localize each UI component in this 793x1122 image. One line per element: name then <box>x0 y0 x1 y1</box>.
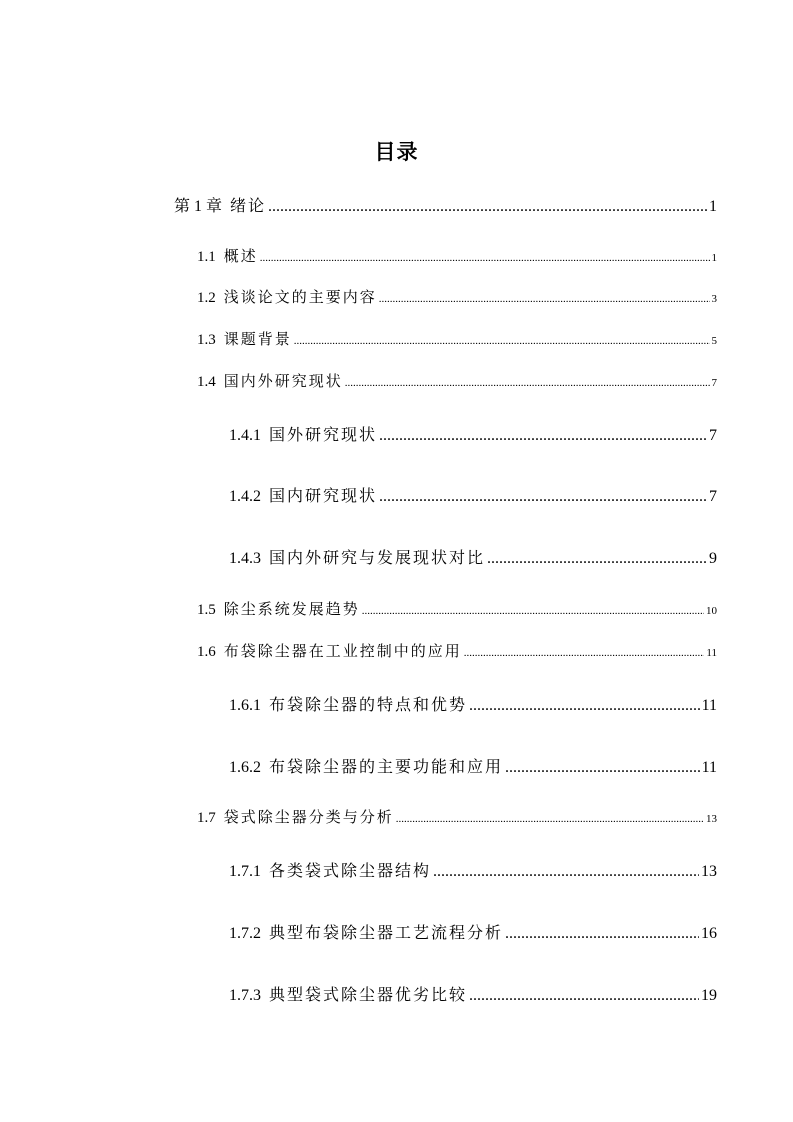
toc-entry-page: 1 <box>711 252 717 264</box>
toc-entry-page: 1 <box>709 198 717 215</box>
toc-entry-number: 1.4 <box>197 374 216 390</box>
dot-leader <box>464 647 705 659</box>
toc-entry-page: 11 <box>706 647 717 659</box>
toc-entry-1-4-1[interactable] <box>229 422 717 445</box>
dot-leader <box>345 377 710 389</box>
toc-entry-label: 国外研究现状 <box>269 427 378 444</box>
toc-entry-1-7[interactable] <box>197 806 717 827</box>
toc-entry-1-6[interactable] <box>197 640 717 661</box>
toc-entry-1-5[interactable] <box>197 598 717 619</box>
toc-entry-1-4-3[interactable] <box>229 545 717 568</box>
dot-leader <box>362 605 704 617</box>
toc-entry-label: 袋式除尘器分类与分析 <box>223 810 394 826</box>
toc-entry-label: 概述 <box>223 249 258 265</box>
toc-entry-label: 各类袋式除尘器结构 <box>269 863 432 880</box>
dot-leader <box>505 759 700 777</box>
toc-entry-page: 11 <box>701 759 717 776</box>
dot-leader <box>294 335 710 347</box>
dot-leader <box>396 813 704 825</box>
toc-entry-page: 5 <box>711 335 717 347</box>
toc-entry-number: 1.7.2 <box>229 925 261 942</box>
toc-entry-1-6-2[interactable] <box>229 754 717 777</box>
toc-entry-1-4-2[interactable] <box>229 483 717 506</box>
toc-entry-number: 1.7 <box>197 810 216 826</box>
toc-entry-number: 1.4.1 <box>229 427 261 444</box>
toc-entry-page: 13 <box>706 813 717 825</box>
dot-leader <box>379 488 707 506</box>
toc-entry-label: 典型布袋除尘器工艺流程分析 <box>269 925 504 942</box>
toc-entry-label: 课题背景 <box>223 332 292 348</box>
toc-entry-1-7-1[interactable] <box>229 858 717 881</box>
toc-entry-label: 浅谈论文的主要内容 <box>223 290 377 306</box>
toc-entry-label: 国内研究现状 <box>269 488 378 505</box>
toc-entry-page: 7 <box>709 488 717 505</box>
toc-entry-label: 布袋除尘器在工业控制中的应用 <box>223 644 462 660</box>
toc-entry-1-6-1[interactable] <box>229 692 717 715</box>
dot-leader <box>469 987 699 1005</box>
toc-entry-number: 1.6 <box>197 644 216 660</box>
dot-leader <box>433 863 699 881</box>
toc-entry-label: 布袋除尘器的主要功能和应用 <box>269 759 504 776</box>
dot-leader <box>487 550 707 568</box>
toc-entry-page: 19 <box>701 987 717 1004</box>
page-title: 目录 <box>374 140 419 164</box>
toc-entry-number: 1.7.3 <box>229 987 261 1004</box>
toc-entry-label: 国内外研究现状 <box>223 374 343 390</box>
toc-entry-1-7-3[interactable] <box>229 982 717 1005</box>
toc-entry-label: 典型袋式除尘器优劣比较 <box>269 987 468 1004</box>
toc-entry-page: 9 <box>709 550 717 567</box>
toc-entry-number: 1.1 <box>197 249 216 265</box>
toc-entry-number: 1.4.2 <box>229 488 261 505</box>
toc-entry-number: 1.5 <box>197 602 216 618</box>
dot-leader <box>505 925 699 943</box>
toc-entry-label: 除尘系统发展趋势 <box>223 602 360 618</box>
dot-leader <box>469 697 700 715</box>
toc-entry-number: 1.2 <box>197 290 216 306</box>
toc-entry-page: 7 <box>709 427 717 444</box>
toc-entry-number: 1.3 <box>197 332 216 348</box>
toc-entry-number: 1.6.2 <box>229 759 261 776</box>
toc-entry-page: 13 <box>701 863 717 880</box>
toc-entry-1-4[interactable] <box>197 370 717 391</box>
toc-entry-1-7-2[interactable] <box>229 920 717 943</box>
toc-entry-page: 3 <box>711 293 717 305</box>
toc-entry-page: 16 <box>701 925 717 942</box>
dot-leader <box>379 293 710 305</box>
toc-entry-1-2[interactable] <box>197 286 717 307</box>
toc-entry-number: 1.7.1 <box>229 863 261 880</box>
dot-leader <box>260 252 710 264</box>
toc-entry-label: 绪论 <box>230 198 267 215</box>
toc-entry-page: 7 <box>711 377 717 389</box>
toc-entry-label: 国内外研究与发展现状对比 <box>269 550 486 567</box>
toc-entry-number: 第 1 章 <box>174 198 223 215</box>
dot-leader <box>379 427 707 445</box>
toc-entry-number: 1.4.3 <box>229 550 261 567</box>
toc-entry-page: 10 <box>706 605 717 617</box>
toc-entry-1-3[interactable] <box>197 328 717 349</box>
toc-entry-number: 1.6.1 <box>229 697 261 714</box>
toc-entry-page: 11 <box>701 697 717 714</box>
toc-entry-label: 布袋除尘器的特点和优势 <box>269 697 468 714</box>
toc-entry-chapter-1[interactable] <box>174 193 717 216</box>
dot-leader <box>268 198 707 216</box>
toc-entry-1-1[interactable] <box>197 245 717 266</box>
